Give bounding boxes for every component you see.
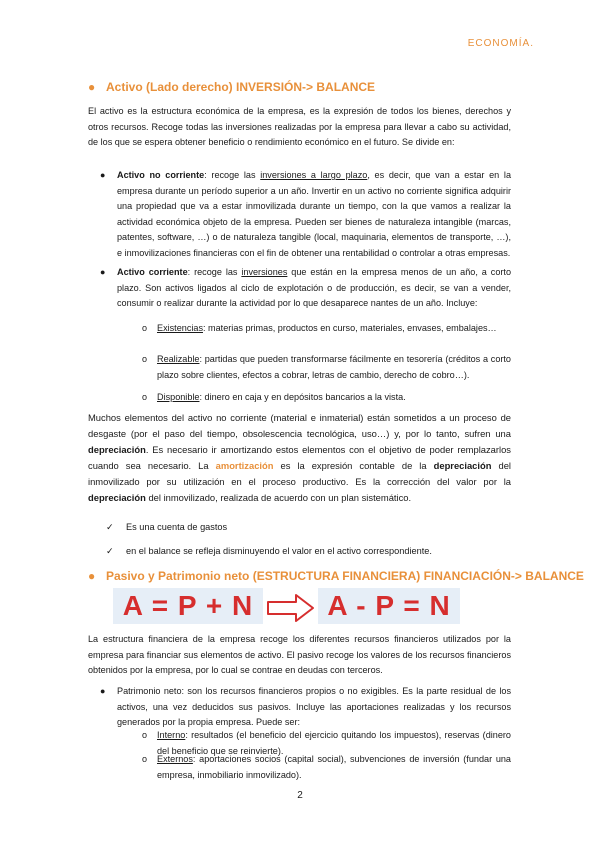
text-segment: que están en la empresa menos de un año, a corto plazo. Son activos ligados al ciclo de explotación o de producción, es decir, se van a vender, consumir o realizar durante la actividad por lo que desaparece nantes de un año. Incluye:	[117, 267, 511, 309]
sub-item-text	[157, 321, 511, 337]
underlined-term: inversiones	[241, 267, 288, 277]
formula-left-box	[113, 588, 263, 624]
heading-text: Pasivo y Patrimonio neto (ESTRUCTURA FINANCIERA) FINANCIACIÓN-> BALANCE	[106, 569, 584, 583]
bullet-dot: ●	[100, 267, 106, 277]
heading-bullet: ●	[88, 80, 96, 94]
sub-bullet: o	[142, 323, 148, 333]
section-heading-pasivo	[88, 569, 584, 583]
underlined-term: Interno	[157, 730, 186, 740]
term-label: Activo corriente	[117, 267, 188, 277]
check-item-text: en el balance se refleja disminuyendo el valor en el activo correspondiente.	[126, 546, 432, 556]
underlined-term: inversiones a largo plazo	[260, 170, 368, 180]
list-item-text	[117, 265, 511, 312]
underlined-term: Realizable	[157, 354, 200, 364]
text-segment: : aportaciones socios (capital social), subvenciones de inversión (fundar una empresa, inmobiliario inmovilizado).	[157, 754, 511, 780]
pasivo-intro-paragraph: La estructura financiera de la empresa recoge los diferentes recursos financieros utilizados por la empresa para financiar sus elementos de activo. El pasivo recoge los valores de los recursos financieros obtenidos por la empresa, por lo cual se contrae en deudas con terceros.	[88, 634, 511, 676]
bold-term: depreciación	[433, 460, 492, 471]
sub-item-text	[157, 390, 511, 406]
formula-left: A = P + N	[122, 590, 254, 621]
bold-term: depreciación	[88, 492, 146, 503]
bold-term: depreciación	[88, 444, 146, 455]
underlined-term: Existencias	[157, 323, 203, 333]
text-segment: : recoge las	[204, 170, 261, 180]
checkmark-icon: ✓	[106, 546, 114, 556]
sub-bullet: o	[142, 354, 148, 364]
check-item	[106, 544, 432, 558]
text-segment: : resultados (el beneficio del ejercicio quitando los impuestos), reservas (dinero del beneficio que se reinvierte).	[157, 730, 511, 756]
text-segment: del inmovilizado, realizada de acuerdo con un plan sistemático.	[145, 492, 412, 503]
page-number: 2	[297, 790, 303, 801]
text-segment: . Es necesario ir amortizando estos elementos con el objetivo de poder remplazarlos cuando sea necesario. La	[88, 444, 511, 471]
underlined-term: Externos	[157, 754, 193, 764]
text-segment: : partidas que pueden transformarse fácilmente en tesorería (créditos a corto plazo sobre clientes, efectos a cobrar, letras de cambio, derecho de cobro…).	[157, 354, 511, 380]
section-heading-activo	[88, 80, 375, 94]
sub-bullet: o	[142, 730, 148, 740]
right-arrow-icon	[266, 593, 316, 623]
check-item-text: Es una cuenta de gastos	[126, 522, 228, 532]
amortizacion-paragraph	[88, 410, 511, 506]
text-segment: es la expresión contable de la	[273, 460, 434, 471]
term-label: Activo no corriente	[117, 170, 205, 180]
bullet-dot: ●	[100, 686, 106, 696]
activo-intro-paragraph: El activo es la estructura económica de la empresa, es la expresión de todos los bienes, derechos y otros recursos. Recoge todas las inversiones realizadas por la empresa para llevar a cabo su actividad, de los que se espera obtener beneficio o rendimiento económico en el futuro. Se divide en:	[88, 106, 511, 148]
formula-right: A - P = N	[327, 590, 451, 621]
list-item-text: Patrimonio neto: son los recursos financieros propios o no exigibles. Es la parte residual de los activos, una vez deducidos sus pasivos. Incluye las aportaciones realizadas y los recursos generados por la propia empresa. Puede ser:	[117, 686, 511, 728]
bullet-dot: ●	[100, 170, 106, 180]
sub-item-text	[157, 752, 511, 783]
heading-text: Activo (Lado derecho) INVERSIÓN-> BALANCE	[106, 80, 376, 94]
highlight-term: amortización	[215, 460, 274, 471]
text-segment: : materias primas, productos en curso, materiales, envases, embalajes…	[203, 323, 497, 333]
sub-bullet: o	[142, 754, 148, 764]
text-segment: , es decir, que van a estar en la empresa durante un período superior a un año. Invertir en un activo no corriente significa adquirir una propiedad que va a estar inmovilizada durante un tiempo, con la que vamos a realizar la actividad económica objeto de la empresa. Pueden ser bienes de naturaleza intangible (marcas, patentes, software, …) o de naturaleza tangible (local, maquinaria, elementos de transporte, …), e inmovilizaciones financieras con el fin de obtener una rentabilidad o controlar a otras empresas.	[117, 170, 511, 258]
text-segment: : dinero en caja y en depósitos bancarios a la vista.	[199, 392, 406, 402]
list-item-text	[117, 168, 511, 262]
check-item	[106, 520, 227, 534]
heading-bullet: ●	[88, 569, 96, 583]
text-segment: : recoge las	[187, 267, 242, 277]
text-segment: del inmovilizado por su utilización en el proceso productivo. Es la corrección del valor por la	[88, 460, 511, 487]
text-segment: Muchos elementos del activo no corriente (material e inmaterial) están sometidos a un proceso de desgaste (por el paso del tiempo, obsolescencia tecnológica, uso…) y, por lo tanto, sufren una	[88, 412, 511, 439]
sub-item-text	[157, 352, 511, 383]
sub-bullet: o	[142, 392, 148, 402]
underlined-term: Disponible	[157, 392, 200, 402]
checkmark-icon: ✓	[106, 522, 114, 532]
header-label: ECONOMÍA.	[467, 38, 534, 49]
formula-right-box	[318, 588, 460, 624]
